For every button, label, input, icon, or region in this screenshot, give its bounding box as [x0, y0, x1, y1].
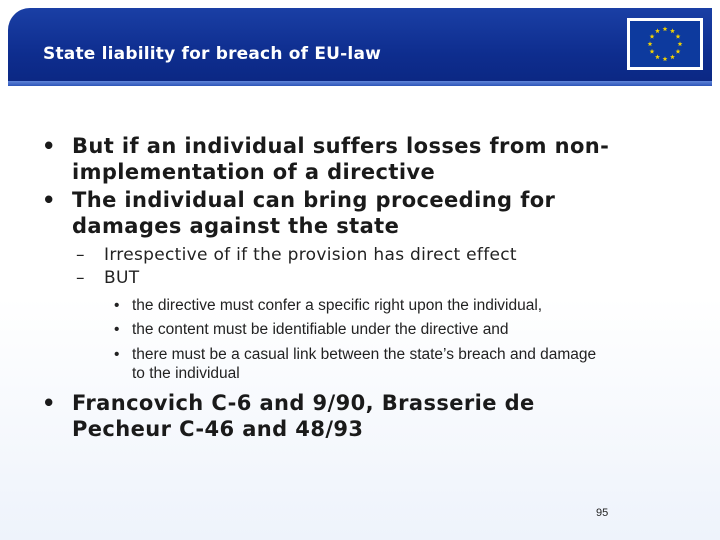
dash-marker: –	[76, 268, 85, 288]
sub-bullet-marker: •	[114, 321, 120, 338]
sub-sub-line: the content must be identifiable under the directive and	[132, 321, 509, 338]
sub-sub-line: there must be a casual link between the state’s breach and damage	[132, 346, 597, 363]
sub-bullet-marker: •	[114, 346, 120, 363]
bullet-line: damages against the state	[72, 214, 400, 238]
bullet-item	[42, 133, 692, 185]
bullet-line: Pecheur C-46 and 48/93	[72, 417, 364, 441]
sub-sub-line: to the individual	[132, 365, 240, 382]
sub-sub-item	[114, 345, 692, 383]
bullet-line: But if an individual suffers losses from non-	[72, 134, 610, 158]
bullet-line: implementation of a directive	[72, 160, 436, 184]
sub-bullet-marker: •	[114, 297, 120, 314]
sub-sub-line: the directive must confer a specific right upon the individual,	[132, 297, 543, 314]
slide-title: State liability for breach of EU-law	[43, 44, 382, 64]
bullet-line: The individual can bring proceeding for	[72, 188, 556, 212]
sub-item-text: BUT	[104, 268, 140, 288]
sub-item-text: Irrespective of if the provision has direct effect	[104, 245, 517, 265]
sub-item	[76, 267, 694, 289]
bullet-marker: •	[42, 188, 56, 212]
bullet-item	[42, 187, 692, 239]
bullet-marker: •	[42, 134, 56, 158]
dash-marker: –	[76, 245, 85, 265]
sub-item	[76, 244, 694, 266]
sub-sub-item	[114, 296, 692, 315]
bullet-line: Francovich C-6 and 9/90, Brasserie de	[72, 391, 535, 415]
page-number: 95	[596, 507, 609, 519]
bullet-item	[42, 390, 692, 442]
bullet-marker: •	[42, 391, 56, 415]
sub-sub-item	[114, 320, 692, 339]
